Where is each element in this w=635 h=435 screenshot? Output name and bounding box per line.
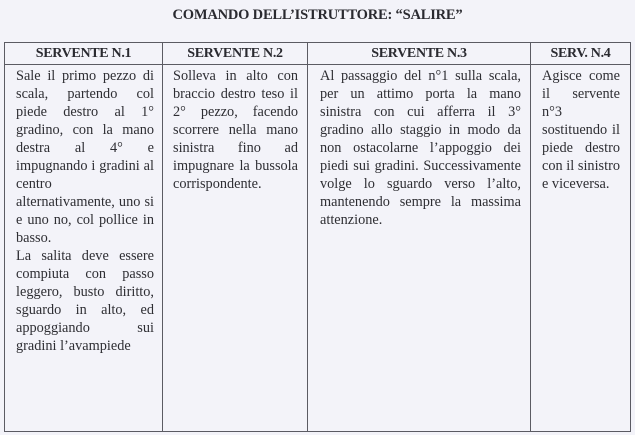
cell-servente-3-paragraph-1: Al passaggio del n°1 sulla scala, per un attimo porta la mano sinistra con cui afferra il 3° gradino allo staggio in modo da non ostacolarne l’appoggio dei piedi sui gradini. Successivamente volge lo sguardo verso l’alto, mantenendo sempre la massima attenzione. (320, 68, 521, 228)
cell-servente-2 (163, 65, 308, 432)
cell-servente-4 (531, 65, 631, 432)
cell-servente-1-paragraph-1: Sale il primo pezzo di scala, partendo col piede destro al 1° gradino, con la mano destra al 4° e impugnando i gradini al centro alternativamente, uno si e uno no, col pollice in basso. (16, 68, 154, 246)
cell-servente-2-paragraph-1: Solleva in alto con braccio destro teso il 2° pezzo, facendo scorrere nella mano sinistra fino ad impugnare la bussola corrispondente. (173, 68, 298, 192)
cell-servente-1 (5, 65, 163, 432)
document-title: COMANDO DELL’ISTRUTTORE: “SALIRE” (172, 7, 463, 23)
header-servente-1: SERVENTE N.1 (5, 43, 163, 65)
header-servente-4: SERV. N.4 (531, 43, 631, 65)
table-header-row (5, 43, 631, 65)
instruction-table (4, 42, 631, 432)
header-servente-3: SERVENTE N.3 (308, 43, 531, 65)
cell-servente-4-paragraph-1: Agisce come il servente n°3 sostituendo il piede destro con il sinistro e viceversa. (542, 68, 620, 192)
cell-servente-1-paragraph-2: La salita deve essere compiuta con passo leggero, busto diritto, sguardo in alto, ed appoggiando sui gradini l’avampiede (16, 248, 154, 354)
header-servente-2: SERVENTE N.2 (163, 43, 308, 65)
table-row (5, 65, 631, 432)
cell-servente-3 (308, 65, 531, 432)
